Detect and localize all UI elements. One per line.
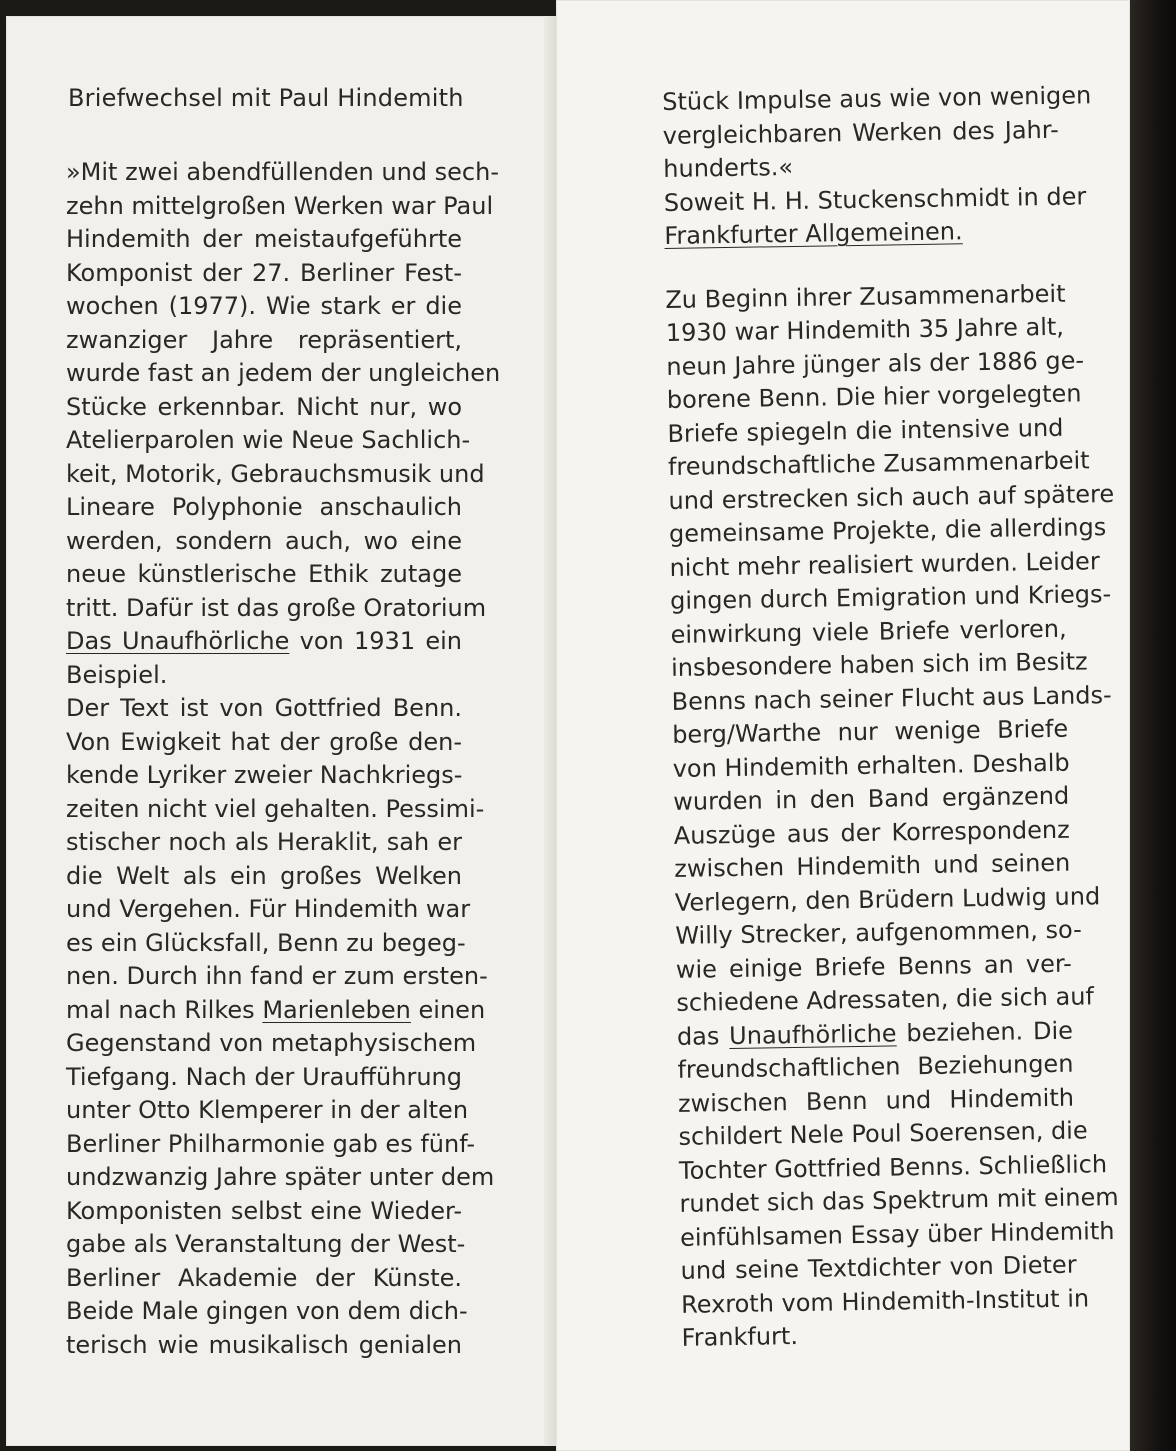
left-text-line: [66, 759, 462, 793]
line-text: Berliner Akademie der Künste.: [66, 1263, 462, 1292]
left-text-line: [66, 960, 488, 994]
line-text: Von Ewigkeit hat der große den-: [66, 727, 462, 756]
right-text-column: [662, 80, 1119, 1356]
left-text-line: [66, 1094, 469, 1128]
line-text: werden, sondern auch, wo eine: [66, 526, 462, 555]
line-text: die Welt als ein großes Welken: [66, 861, 462, 890]
left-text-line: [66, 357, 501, 391]
line-text: kende Lyriker zweier Nachkriegs-: [66, 761, 463, 789]
right-text-line: [678, 1115, 1088, 1155]
left-text-line: [66, 625, 462, 659]
line-text: Lineare Polyphonie anschaulich: [66, 493, 462, 521]
line-prefix: mal nach Rilkes: [66, 995, 255, 1024]
left-text-line: [66, 826, 462, 860]
left-text-line: [66, 1128, 475, 1162]
right-text-line: [674, 847, 1070, 887]
line-text: Frankfurt.: [681, 1322, 799, 1352]
underlined-title: Frankfurter Allgemeinen.: [664, 217, 963, 250]
flap-heading: Briefwechsel mit Paul Hindemith: [68, 84, 464, 112]
line-text: gemeinsame Projekte, die allerdings: [668, 513, 1107, 548]
right-text-line: [680, 1249, 1076, 1289]
line-text: Stück Impulse aus wie von wenigen: [662, 81, 1092, 116]
line-text: wurde fast an jedem der ungleichen: [66, 359, 501, 387]
left-text-line: [66, 1262, 462, 1296]
left-text-line: [66, 558, 462, 592]
left-text-line: [66, 290, 462, 324]
line-text: zwischen Hindemith und seinen: [674, 848, 1071, 883]
line-text: freundschaftlichen Beziehungen: [677, 1049, 1074, 1084]
line-text: Zu Beginn ihrer Zusammenarbeit: [665, 279, 1066, 314]
right-text-line: [665, 311, 1065, 351]
left-text-line: [66, 391, 462, 425]
line-text: Stücke erkennbar. Nicht nur, wo: [66, 392, 462, 421]
line-text: hunderts.«: [663, 152, 794, 183]
left-text-line: [66, 1295, 468, 1329]
line-text: Hindemith der meistaufgeführte: [66, 225, 462, 253]
line-text: tritt. Dafür ist das große Oratorium: [66, 593, 487, 622]
left-text-line: [66, 994, 486, 1028]
line-text: terisch wie musikalisch genialen: [66, 1330, 462, 1359]
line-text: von Hindemith erhalten. Deshalb: [672, 748, 1070, 783]
left-text-line: [66, 927, 466, 961]
right-text-line: [669, 579, 1112, 619]
left-text-line: [66, 659, 462, 693]
right-text-line: [677, 1048, 1073, 1088]
left-text-line: [66, 692, 462, 726]
line-text: Willy Strecker, aufgenommen, so-: [675, 915, 1082, 950]
left-text-line: [66, 324, 462, 358]
line-text: borene Benn. Die hier vorgelegten: [666, 379, 1082, 414]
line-text: wie einige Briefe Benns an ver-: [675, 949, 1073, 984]
right-text-line: [675, 914, 1082, 954]
left-text-line: [66, 491, 462, 525]
right-text-line: [663, 113, 1059, 153]
line-text: undzwanzig Jahre später unter dem: [66, 1163, 495, 1191]
line-text: und Vergehen. Für Hindemith war: [66, 895, 471, 923]
line-text: gingen durch Emigration und Kriegs-: [669, 580, 1112, 615]
right-text-line: [664, 214, 1060, 254]
right-text-line: [670, 646, 1088, 686]
right-text-line: [667, 445, 1090, 485]
line-text: »Mit zwei abendfüllenden und sech-: [66, 158, 499, 186]
line-text: zwanziger Jahre repräsentiert,: [66, 325, 462, 354]
line-text: Gegenstand von metaphysischem: [66, 1029, 477, 1057]
line-text: Komponist der 27. Berliner Fest-: [66, 258, 462, 287]
line-text: unter Otto Klemperer in der alten: [66, 1096, 469, 1124]
underlined-title: Das Unaufhörliche: [66, 627, 290, 655]
left-text-line: [66, 156, 499, 190]
line-text: freundschaftliche Zusammenarbeit: [667, 446, 1090, 481]
left-text-column: [66, 156, 501, 1362]
right-text-line: [680, 1282, 1090, 1322]
line-text: neue künstlerische Ethik zutage: [66, 560, 462, 588]
line-text: neun Jahre jünger als der 1886 ge-: [666, 345, 1085, 381]
left-text-line: [66, 592, 487, 626]
line-text: und seine Textdichter von Dieter: [680, 1250, 1077, 1285]
line-text: stischer noch als Heraklit, sah er: [66, 828, 462, 856]
line-text: Benns nach seiner Flucht aus Lands-: [671, 680, 1112, 716]
right-text-line: [673, 780, 1069, 820]
right-text-line: [668, 512, 1107, 552]
left-text-line: [66, 1228, 466, 1262]
line-text: zwischen Benn und Hindemith: [677, 1083, 1075, 1118]
line-text: einwirkung viele Briefe verloren,: [670, 614, 1067, 649]
line-text: zeiten nicht viel gehalten. Pessimi-: [66, 794, 485, 823]
right-text-line: [679, 1182, 1119, 1222]
line-text: keit, Motorik, Gebrauchsmusik und: [66, 459, 485, 488]
left-text-line: [66, 1161, 495, 1195]
line-text: Tochter Gottfried Benns. Schließlich: [678, 1149, 1108, 1185]
left-text-line: [66, 257, 462, 291]
line-text: Soweit H. H. Stuckenschmidt in der: [663, 181, 1087, 217]
line-text: beziehen. Die: [906, 1016, 1074, 1047]
line-text: Tiefgang. Nach der Uraufführung: [66, 1062, 462, 1091]
left-text-line: [66, 223, 462, 257]
right-text-line: [672, 713, 1068, 753]
line-text: nicht mehr realisiert wurden. Leider: [669, 546, 1100, 582]
left-text-line: [66, 1027, 477, 1061]
line-prefix: das: [676, 1021, 720, 1051]
line-text: von 1931 ein: [299, 627, 462, 655]
dark-background-edge: [1130, 0, 1176, 1451]
left-text-line: [66, 1195, 462, 1229]
line-text: zehn mittelgroßen Werken war Paul: [66, 191, 494, 220]
left-text-line: [66, 424, 471, 458]
line-text: schiedene Adressaten, die sich auf: [676, 982, 1095, 1017]
left-text-line: [66, 1061, 462, 1095]
right-text-line: [662, 80, 1092, 120]
left-text-line: [66, 190, 494, 224]
left-text-line: [66, 458, 485, 492]
left-text-line: [66, 793, 485, 827]
line-text: wurden in den Band ergänzend: [673, 781, 1070, 816]
line-text: Berliner Philharmonie gab es fünf-: [66, 1129, 475, 1158]
line-text: und erstrecken sich auch auf spätere: [668, 479, 1115, 515]
line-text: Beide Male gingen von dem dich-: [66, 1297, 468, 1325]
line-text: Der Text ist von Gottfried Benn.: [66, 694, 462, 722]
underlined-title: Unaufhörliche: [728, 1018, 897, 1050]
line-text: nen. Durch ihn fand er zum ersten-: [66, 962, 488, 990]
left-text-line: [66, 893, 471, 927]
line-text: Komponisten selbst eine Wieder-: [66, 1196, 462, 1225]
right-text-line: [681, 1316, 1077, 1356]
left-text-line: [66, 860, 462, 894]
right-text-line: [676, 981, 1095, 1021]
line-text: insbesondere haben sich im Besitz: [670, 647, 1088, 682]
line-text: Auszüge aus der Korrespondenz: [673, 815, 1070, 850]
line-text: Beispiel.: [66, 660, 168, 689]
right-text-line: [666, 378, 1082, 418]
line-text: einen: [418, 995, 486, 1024]
line-text: wochen (1977). Wie stark er die: [66, 292, 462, 320]
line-text: Briefe spiegeln die intensive und: [667, 413, 1064, 448]
line-text: Rexroth vom Hindemith-Institut in: [680, 1283, 1090, 1319]
line-text: Atelierparolen wie Neue Sachlich-: [66, 426, 471, 454]
line-text: es ein Glücksfall, Benn zu begeg-: [66, 928, 466, 957]
line-text: rundet sich das Spektrum mit einem: [679, 1182, 1119, 1218]
line-text: einfühlsamen Essay über Hindemith: [679, 1216, 1115, 1252]
left-text-line: [66, 1329, 462, 1363]
line-text: gabe als Veranstaltung der West-: [66, 1230, 466, 1258]
left-text-line: [66, 525, 462, 559]
left-text-line: [66, 726, 462, 760]
line-text: schildert Nele Poul Soerensen, die: [678, 1116, 1088, 1151]
line-text: berg/Warthe nur wenige Briefe: [671, 714, 1069, 749]
right-text-line: [663, 180, 1087, 220]
line-text: 1930 war Hindemith 35 Jahre alt,: [665, 312, 1065, 347]
line-text: Verlegern, den Brüdern Ludwig und: [674, 881, 1101, 917]
line-text: vergleichbaren Werken des Jahr-: [662, 115, 1059, 150]
underlined-title: Marienleben: [262, 995, 411, 1024]
